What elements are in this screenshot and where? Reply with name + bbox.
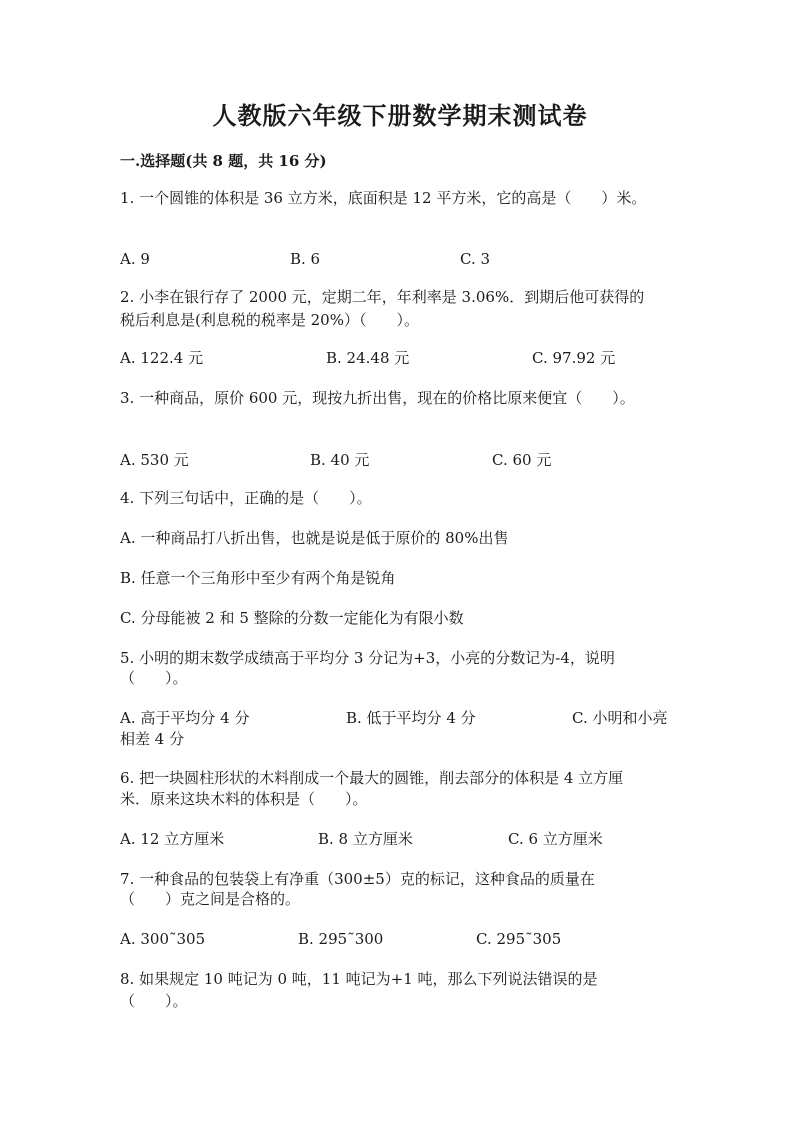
question-6-text-line1: 6. 把一块圆柱形状的木料削成一个最大的圆锥，削去部分的体积是 4 立方厘: [120, 769, 624, 787]
question-3-option-c: C. 60 元: [492, 451, 552, 469]
question-1-text: 1. 一个圆锥的体积是 36 立方米，底面积是 12 平方米，它的高是（ ）米。: [120, 189, 647, 207]
question-7-option-c: C. 295˜305: [476, 930, 562, 948]
section-heading: 一.选择题(共 8 题，共 16 分): [120, 152, 327, 170]
question-1-option-b: B. 6: [290, 250, 321, 268]
question-4-option-b: B. 任意一个三角形中至少有两个角是锐角: [120, 569, 396, 587]
question-8-text-line1: 8. 如果规定 10 吨记为 0 吨，11 吨记为+1 吨，那么下列说法错误的是: [120, 970, 598, 988]
question-6-text-line2: 米．原来这块木料的体积是（ ）。: [120, 790, 368, 808]
question-5-text-line2: （ ）。: [120, 669, 188, 687]
question-7-option-b: B. 295˜300: [298, 930, 384, 948]
question-5-option-c: C. 小明和小亮: [572, 709, 668, 727]
question-2-text-line1: 2. 小李在银行存了 2000 元，定期二年，年利率是 3.06%．到期后他可获得的: [120, 288, 645, 306]
question-5-option-c-wrap: 相差 4 分: [120, 730, 185, 748]
question-4-text: 4. 下列三句话中，正确的是（ ）。: [120, 489, 372, 507]
question-5-text-line1: 5. 小明的期末数学成绩高于平均分 3 分记为+3，小亮的分数记为-4，说明: [120, 649, 615, 667]
question-3-option-a: A. 530 元: [120, 451, 189, 469]
question-2-option-b: B. 24.48 元: [326, 349, 410, 367]
question-5-option-b: B. 低于平均分 4 分: [346, 709, 476, 727]
question-7-option-a: A. 300˜305: [120, 930, 206, 948]
question-2-option-a: A. 122.4 元: [120, 349, 204, 367]
question-6-option-a: A. 12 立方厘米: [120, 830, 225, 848]
question-7-text-line1: 7. 一种食品的包装袋上有净重（300±5）克的标记，这种食品的质量在: [120, 870, 595, 888]
question-3-option-b: B. 40 元: [310, 451, 370, 469]
page-title: 人教版六年级下册数学期末测试卷: [212, 101, 588, 130]
question-1-option-a: A. 9: [120, 250, 150, 268]
question-2-text-line2: 税后利息是(利息税的税率是 20%）（ ）。: [120, 311, 419, 329]
question-2-option-c: C. 97.92 元: [532, 349, 616, 367]
question-1-option-c: C. 3: [460, 250, 491, 268]
question-6-option-c: C. 6 立方厘米: [508, 830, 603, 848]
question-7-text-line2: （ ）克之间是合格的。: [120, 890, 301, 908]
question-5-option-a: A. 高于平均分 4 分: [120, 709, 250, 727]
question-8-text-line2: （ ）。: [120, 992, 188, 1010]
question-3-text: 3. 一种商品，原价 600 元，现按九折出售，现在的价格比原来便宜（ ）。: [120, 389, 635, 407]
question-6-option-b: B. 8 立方厘米: [318, 830, 413, 848]
question-4-option-c: C. 分母能被 2 和 5 整除的分数一定能化为有限小数: [120, 609, 464, 627]
question-4-option-a: A. 一种商品打八折出售，也就是说是低于原价的 80%出售: [120, 529, 509, 547]
